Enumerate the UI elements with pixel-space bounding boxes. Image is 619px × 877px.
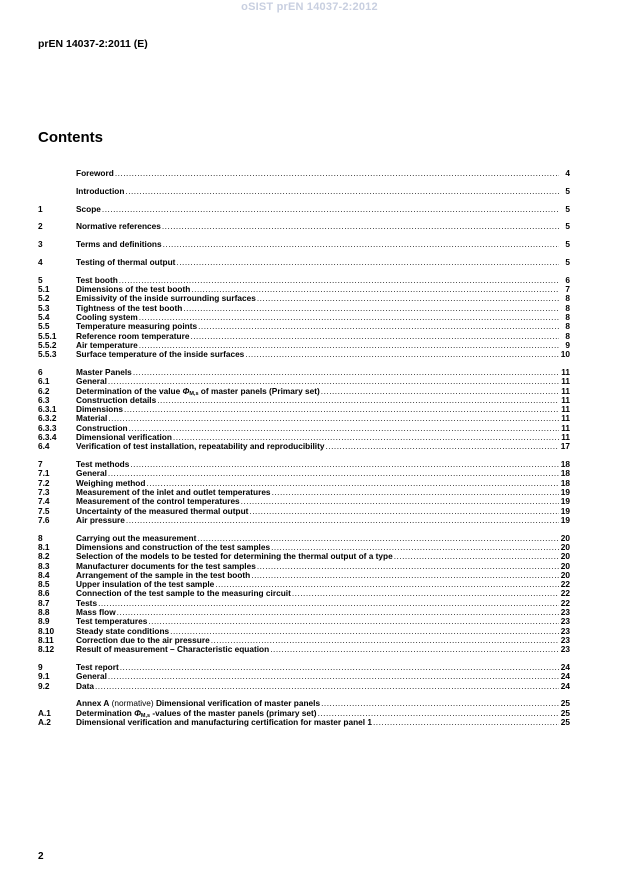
toc-entry-page: 22 [560,597,570,608]
toc-entry[interactable] [38,187,570,196]
toc-entry-page: 19 [560,505,570,516]
leader-dots [245,350,559,359]
toc-entry[interactable] [38,240,570,249]
toc-entry-number: 1 [38,203,43,214]
toc-title-text: Scope [76,203,101,214]
toc-entry-number: 7.5 [38,505,50,516]
toc-entry-title [76,682,94,691]
toc-title-text-after: -values of the master panels (primary set) [150,707,317,718]
watermark: oSIST prEN 14037-2:2012 [241,1,378,13]
leader-dots [162,222,559,231]
toc-entry-number: A.2 [38,717,51,728]
toc-entry-page: 4 [565,168,570,178]
leader-dots [292,589,559,598]
toc-entry-page: 18 [560,468,570,479]
toc-title-text: Temperature measuring points [76,321,198,332]
toc-entry-number: 6.3.4 [38,432,57,443]
toc-title-text: Surface temperature of the inside surfaces [76,349,245,360]
toc-title-text: Test temperatures [76,616,148,627]
toc-entry-number: 6.4 [38,441,50,452]
toc-entry-page: 5 [565,203,570,214]
toc-title-text: Air pressure [76,514,125,525]
toc-entry-page: 11 [561,404,570,415]
leader-dots [257,294,559,303]
toc-entry-number: 8.2 [38,551,50,562]
toc-title-text: Dimensions of the test booth [76,284,191,295]
toc-title-text: Test report [76,662,119,673]
toc-entry-page: 8 [565,302,570,313]
toc-title-text: Uncertainty of the measured thermal output [76,505,249,516]
toc-entry-page: 10 [560,349,570,360]
toc-entry-number: 8.1 [38,542,50,552]
toc-entry-number: 5.5.1 [38,330,57,341]
toc-entry-page: 22 [560,588,570,599]
toc-entry-page: 6 [565,274,570,285]
toc-entry-title [76,240,162,249]
toc-entry-number: 7.6 [38,514,50,525]
leader-dots [270,645,559,654]
toc-title-text: Foreword [76,168,114,178]
leader-dots [129,424,559,433]
toc-entry[interactable] [38,516,570,525]
toc-title-text: Normative references [76,221,161,232]
leader-dots [251,571,559,580]
toc-entry-number: 8.4 [38,569,50,580]
toc-entry-number: 7.4 [38,496,50,507]
toc-title-text: Steady state conditions [76,625,170,636]
leader-dots [102,205,559,214]
toc-entry-page: 11 [561,413,570,424]
toc-entry-number: 6.2 [38,385,50,396]
toc-title-text: Annex A [76,698,110,709]
toc-entry-number: 5.3 [38,302,50,313]
toc-title-text: Verification of test installation, repeatability and reproducibility [76,441,325,452]
toc-entry[interactable] [38,718,570,727]
toc-entry-page: 23 [560,634,570,645]
toc-entry-page: 7 [565,284,570,295]
toc-title-text: Dimensions [76,404,124,415]
toc-entry-page: 11 [561,385,570,396]
toc-entry-title [76,222,161,231]
toc-entry-number: 9 [38,662,43,673]
toc-entry-title [76,442,325,451]
toc-entry[interactable] [38,442,570,451]
toc-title-text: Measurement of the inlet and outlet temperatures [76,487,271,498]
toc-title-text: Material [76,413,108,424]
toc-entry-number: 5.5 [38,321,50,332]
toc-entry-page: 23 [560,616,570,627]
leader-dots [272,488,559,497]
toc-title-text: Tightness of the test booth [76,302,183,313]
leader-dots [163,240,559,249]
toc-entry-page: 23 [560,644,570,655]
toc-title-text: Test booth [76,274,118,285]
toc-entry-page: 5 [565,221,570,232]
toc-title-text: Introduction [76,185,125,196]
toc-entry[interactable] [38,169,570,178]
toc-title-text: General [76,671,107,682]
toc-entry-number: A.1 [38,707,51,718]
toc-entry-number: 5.5.3 [38,349,57,360]
toc-entry[interactable] [38,405,570,414]
page-number: 2 [38,851,44,862]
toc-entry-number: 6 [38,366,43,377]
toc-entry-page: 8 [565,330,570,341]
toc-entry-page: 25 [560,717,570,728]
leader-dots [108,469,559,478]
toc-title-text: Dimensional verification [76,432,172,443]
toc-entry-page: 24 [560,662,570,673]
toc-entry[interactable] [38,205,570,214]
leader-dots [117,608,559,617]
toc-entry-number: 5 [38,274,43,285]
toc-entry-number: 8.5 [38,579,50,590]
leader-dots [157,396,559,405]
leader-dots [95,682,559,691]
leader-dots [130,460,559,469]
toc-entry-number: 8.11 [38,634,54,645]
phi-symbol: Φ [134,707,141,718]
toc-entry-number: 2 [38,221,43,232]
toc-entry-title [76,205,101,214]
toc-entry-page: 19 [560,496,570,507]
toc-entry-page: 17 [560,441,570,452]
toc-entry-number: 4 [38,256,43,267]
toc-title-text: General [76,468,107,479]
table-of-contents [38,169,570,727]
toc-title-text: Carrying out the measurement [76,532,197,543]
toc-entry-number: 8.10 [38,625,55,636]
toc-entry-page: 5 [565,239,570,250]
phi-subscript: M,s [140,712,151,719]
toc-entry-number: 6.3 [38,394,50,405]
toc-title-text: Determination of the value [76,385,183,396]
leader-dots [183,304,559,313]
toc-entry-number: 5.2 [38,293,50,304]
document-id: prEN 14037-2:2011 (E) [38,38,148,50]
toc-entry-number: 8.6 [38,588,50,599]
leader-dots [108,672,559,681]
toc-entry-number: 7.3 [38,487,50,498]
toc-title-text-after: of master panels (Primary set) [198,385,320,396]
toc-entry-page: 20 [560,551,570,562]
toc-title-text: Tests [76,597,98,608]
toc-entry-page: 8 [565,321,570,332]
leader-dots [257,562,559,571]
toc-entry[interactable] [38,682,570,691]
toc-entry-page: 25 [560,698,570,709]
toc-entry-page: 9 [565,339,570,350]
toc-entry-title [76,169,114,178]
toc-title-text: Dimensions and construction of the test samples [76,542,271,552]
toc-entry-page: 11 [561,394,570,405]
toc-entry-number: 3 [38,239,43,250]
toc-title-text: Data [76,680,94,691]
toc-entry-page: 5 [565,185,570,196]
leader-dots [115,169,559,178]
leader-dots [108,414,559,423]
toc-title-text: Construction [76,422,128,433]
toc-entry-number: 9.1 [38,671,50,682]
toc-entry-title [76,187,124,196]
toc-entry-number: 8.9 [38,616,50,627]
leader-dots [125,187,559,196]
toc-title-text: Determination [76,707,135,718]
toc-entry-page: 23 [560,625,570,636]
leader-dots [190,332,559,341]
toc-entry-number: 6.3.3 [38,422,57,433]
toc-entry-page: 20 [560,542,570,552]
toc-title-text: Selection of the models to be tested for determining the thermal output of a type [76,551,393,562]
toc-title-text: Construction details [76,394,157,405]
phi-symbol: Φ [182,385,190,396]
toc-entry-number: 5.5.2 [38,339,57,350]
toc-entry-number: 8 [38,532,43,543]
toc-entry-title [76,589,291,598]
toc-title-text-after: Dimensional verification of master panels [155,698,321,709]
phi-subscript: M,s [189,390,199,397]
toc-entry[interactable] [38,663,570,672]
toc-entry-number: 6.3.2 [38,413,57,424]
toc-entry-page: 23 [560,607,570,618]
toc-entry-page: 19 [560,514,570,525]
toc-entry-number: 8.12 [38,644,55,655]
toc-entry-page: 11 [561,432,570,443]
contents-heading: Contents [38,129,103,146]
toc-entry-number: 8.7 [38,597,50,608]
toc-title-text: Air temperature [76,339,138,350]
toc-entry-page: 18 [560,459,570,470]
leader-dots [249,507,559,516]
toc-entry[interactable] [38,258,570,267]
toc-entry-page: 8 [565,293,570,304]
toc-entry-page: 20 [560,532,570,543]
leader-dots [373,718,559,727]
toc-entry-page: 19 [560,487,570,498]
toc-title-text: Result of measurement – Characteristic equation [76,644,270,655]
toc-entry-number: 7 [38,459,43,470]
toc-title-text: Terms and definitions [76,239,162,250]
toc-title-text: Mass flow [76,607,116,618]
toc-entry[interactable] [38,222,570,231]
toc-entry-number: 7.2 [38,477,50,488]
toc-entry-page: 24 [560,671,570,682]
toc-entry-page: 25 [560,707,570,718]
leader-dots [120,663,559,672]
toc-entry-number: 7.1 [38,468,50,479]
toc-title-text: Connection of the test sample to the measuring circuit [76,588,291,599]
toc-entry-number: 5.4 [38,311,50,322]
toc-entry[interactable] [38,672,570,681]
toc-title-text: General [76,376,107,387]
toc-entry[interactable] [38,589,570,598]
toc-title-text: Dimensional verification and manufacturing certification for master panel 1 [76,717,372,728]
toc-entry-number: 9.2 [38,680,50,691]
leader-dots [321,387,559,396]
toc-title-text: Cooling system [76,311,138,322]
toc-entry-page: 11 [561,376,570,387]
toc-entry-title [76,350,244,359]
toc-title-text: Master Panels [76,366,132,377]
toc-entry-title [76,258,175,267]
toc-entry-number: 6.3.1 [38,404,57,415]
leader-dots [394,552,559,561]
leader-dots [241,497,559,506]
leader-dots [321,699,559,708]
toc-entry[interactable] [38,645,570,654]
leader-dots [148,617,559,626]
toc-title-text: Testing of thermal output [76,256,176,267]
leader-dots [326,442,560,451]
toc-entry-number: 8.8 [38,607,50,618]
toc-entry-page: 18 [560,477,570,488]
toc-entry[interactable] [38,350,570,359]
toc-title-text: Arrangement of the sample in the test booth [76,569,251,580]
leader-dots [170,627,559,636]
leader-dots [198,322,559,331]
toc-title-text: Measurement of the control temperatures [76,496,240,507]
toc-title-text: Reference room temperature [76,330,190,341]
toc-entry-title [76,718,372,727]
toc-title-text: Correction due to the air pressure [76,634,210,645]
leader-dots [139,313,559,322]
toc-entry-page: 8 [565,311,570,322]
toc-entry-page: 24 [560,680,570,691]
toc-entry-title [76,645,269,654]
toc-entry-page: 20 [560,560,570,571]
toc-entry-page: 11 [561,422,570,433]
toc-entry[interactable] [38,368,570,377]
leader-dots [176,258,559,267]
leader-dots [98,599,559,608]
toc-title-text: Manufacturer documents for the test samples [76,560,256,571]
toc-entry-page: 5 [565,256,570,267]
toc-entry-page: 22 [560,579,570,590]
toc-entry-number: 8.3 [38,560,50,571]
toc-entry-number: 5.1 [38,284,50,295]
toc-entry[interactable] [38,460,570,469]
toc-title-text: Test methods [76,459,130,470]
toc-entry-title [76,516,125,525]
leader-dots [124,405,559,414]
toc-entry[interactable] [38,599,570,608]
leader-dots [126,516,559,525]
toc-entry-page: 11 [561,366,570,377]
leader-dots [133,368,559,377]
toc-title-text: Upper insulation of the test sample [76,579,215,590]
toc-title-qualifier: (normative) [109,698,156,709]
toc-entry-number: 6.1 [38,376,50,387]
toc-entry-page: 20 [560,569,570,580]
toc-title-text: Weighing method [76,477,146,488]
toc-title-text: Emissivity of the inside surrounding surfaces [76,293,256,304]
